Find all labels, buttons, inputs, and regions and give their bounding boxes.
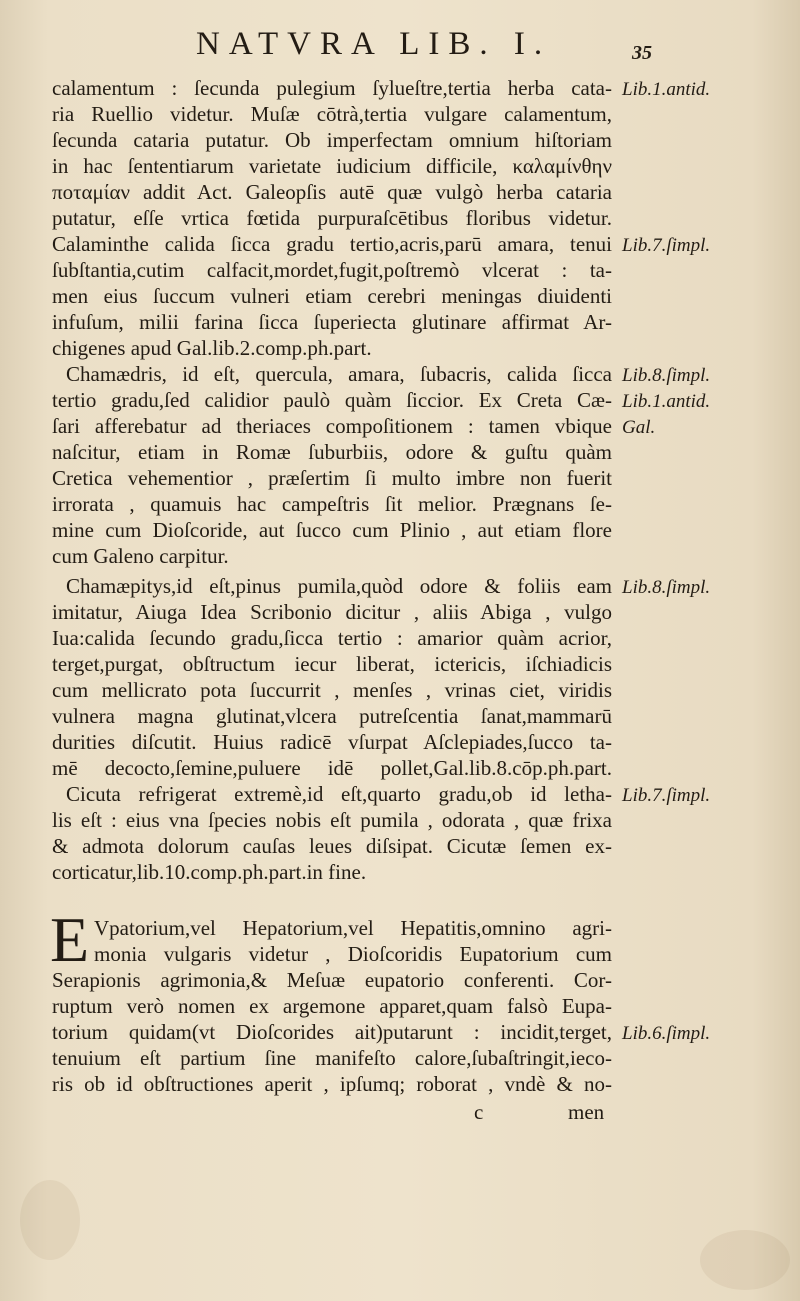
text-line: imitatur, Aiuga Idea Scribonio dicitur , aliis Abiga , vulgo: [52, 600, 612, 624]
margin-note: Lib.1.antid.: [622, 79, 711, 100]
margin-note: Lib.1.antid.: [622, 391, 711, 412]
text-line: putatur, eſſe vrtica fœtida purpuraſcētibus floribus videtur.: [52, 206, 612, 230]
text-line: monia vulgaris videtur , Dioſcoridis Eupatorium cum: [94, 942, 612, 966]
text-line: men eius ſuccum vulneri etiam cerebri meningas diuidenti: [52, 284, 612, 308]
text-line: ruptum verò nomen ex argemone apparet,quam falsò Eupa-: [52, 994, 612, 1018]
text-line: torium quidam(vt Dioſcorides ait)putarunt : incidit,terget,: [52, 1020, 612, 1044]
margin-note: Lib.8.ſimpl.: [622, 577, 711, 598]
margin-note: Lib.8.ſimpl.: [622, 365, 711, 386]
text-line: terget,purgat, obſtructum iecur liberat, ictericis, iſchiadicis: [52, 652, 612, 676]
paper-stain: [700, 1230, 790, 1290]
running-title: NATVRA LIB. I.: [196, 26, 552, 62]
text-line: ris ob id obſtructiones aperit , ipſumq; roborat , vndè & no-: [52, 1072, 612, 1096]
text-line: cum Galeno carpitur.: [52, 544, 229, 568]
text-line: mine cum Dioſcoride, aut ſucco cum Plinio , aut etiam flore: [52, 518, 612, 542]
text-line: tenuium eſt partium ſine manifeſto calore,ſubaſtringit,ieco-: [52, 1046, 612, 1070]
margin-note: Lib.7.ſimpl.: [622, 235, 711, 256]
page-header: [0, 22, 800, 62]
drop-cap: E: [50, 904, 90, 975]
text-line: Cicuta refrigerat extremè,id eſt,quarto gradu,ob id letha-: [66, 782, 612, 806]
text-line: vulnera magna glutinat,vlcera putreſcentia ſanat,mammarū: [52, 704, 612, 728]
text-line: Cretica vehementior , præſertim ſi multo imbre non fuerit: [52, 466, 612, 490]
text-line: tertio gradu,ſed calidior paulò quàm ſiccior. Ex Creta Cæ-: [52, 388, 612, 412]
text-line: ſubſtantia,cutim calfacit,mordet,fugit,poſtremò vlcerat : ta-: [52, 258, 612, 282]
text-line: Iua:calida ſecundo gradu,ſicca tertio : amarior quàm acrior,: [52, 626, 612, 650]
text-line: Chamædris, id eſt, quercula, amara, ſubacris, calida ſicca: [66, 362, 612, 386]
text-line: calamentum : ſecunda pulegium ſylueſtre,tertia herba cata-: [52, 76, 612, 100]
text-line: mē decocto,ſemine,puluere idē pollet,Gal.lib.8.cōp.ph.part.: [52, 756, 612, 780]
text-line: ria Ruellio videtur. Muſæ cōtrà,tertia vulgare calamentum,: [52, 102, 612, 126]
text-line: Vpatorium,vel Hepatorium,vel Hepatitis,omnino agri-: [94, 916, 612, 940]
text-line: infuſum, milii farina ſicca ſuperiecta glutinare affirmat Ar-: [52, 310, 612, 334]
catchword: men: [568, 1100, 605, 1124]
text-line: in hac ſententiarum varietate iudicium difficile, καλαμίνθην: [52, 154, 612, 178]
text-line: ſari afferebatur ad theriaces compoſitionem : tamen vbique: [52, 414, 612, 438]
margin-note: Gal.: [622, 417, 656, 438]
text-line: Chamæpitys,id eſt,pinus pumila,quòd odore & foliis eam: [66, 574, 612, 598]
margin-note: Lib.7.ſimpl.: [622, 785, 711, 806]
text-line: Serapionis agrimonia,& Meſuæ eupatorio conferenti. Cor-: [52, 968, 612, 992]
text-line: lis eſt : eius vna ſpecies nobis eſt pumila , odorata , quæ frixa: [52, 808, 612, 832]
text-line: ποταμίαν addit Act. Galeopſis autē quæ vulgò herba cataria: [52, 180, 612, 204]
text-line: ſecunda cataria putatur. Ob imperfectam omnium hiſtoriam: [52, 128, 612, 152]
text-line: durities diſcutit. Huius radicē vſurpat Aſclepiades,ſucco ta-: [52, 730, 612, 754]
text-line: cum mellicrato pota ſuccurrit , menſes , vrinas ciet, viridis: [52, 678, 612, 702]
text-line: irrorata , quamuis hac campeſtris ſit melior. Prægnans ſe-: [52, 492, 612, 516]
text-line: chigenes apud Gal.lib.2.comp.ph.part.: [52, 336, 372, 360]
text-line: & admota dolorum cauſas leues diſsipat. Cicutæ ſemen ex-: [52, 834, 612, 858]
text-line: naſcitur, etiam in Romæ ſuburbiis, odore & guſtu quàm: [52, 440, 612, 464]
margin-note: Lib.6.ſimpl.: [622, 1023, 711, 1044]
paper-stain: [20, 1180, 80, 1260]
text-line: Calaminthe calida ſicca gradu tertio,acris,parū amara, tenui: [52, 232, 612, 256]
folio-number: 35: [632, 42, 652, 64]
text-line: corticatur,lib.10.comp.ph.part.in fine.: [52, 860, 367, 884]
signature-mark: c: [474, 1100, 484, 1124]
